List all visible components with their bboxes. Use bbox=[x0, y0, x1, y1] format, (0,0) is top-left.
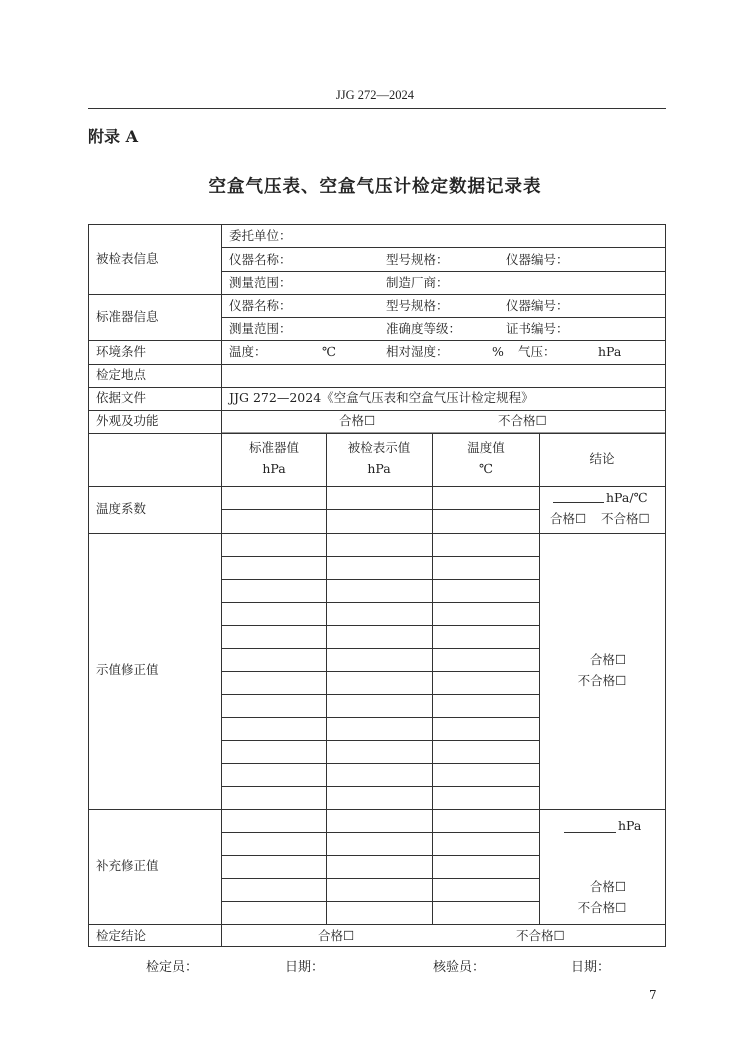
temp-coef-fail: 不合格☐ bbox=[601, 511, 650, 526]
footer-date1: 日期： bbox=[285, 960, 325, 975]
tested-model-label: 型号规格： bbox=[386, 252, 449, 267]
env-humidity-unit: % bbox=[492, 344, 504, 359]
temp-coef-unit: hPa/℃ bbox=[606, 490, 648, 505]
temp-coef-label: 温度系数 bbox=[96, 501, 147, 516]
tested-number-label: 仪器编号： bbox=[506, 252, 569, 267]
indication-label: 示值修正值 bbox=[96, 662, 159, 677]
standard-model-label: 型号规格： bbox=[386, 298, 449, 313]
env-humidity-label: 相对湿度： bbox=[386, 344, 449, 359]
supplement-label: 补充修正值 bbox=[96, 858, 159, 873]
standard-info-label: 标准器信息 bbox=[96, 309, 159, 324]
basis-label: 依据文件 bbox=[96, 390, 147, 405]
env-temp-label: 温度： bbox=[229, 344, 267, 359]
tested-info-label: 被检表信息 bbox=[96, 251, 159, 266]
page-number: 7 bbox=[649, 988, 657, 1002]
appearance-fail: 不合格☐ bbox=[498, 413, 547, 428]
tested-name-label: 仪器名称： bbox=[229, 252, 292, 267]
appearance-label: 外观及功能 bbox=[96, 413, 159, 428]
footer-checker: 核验员： bbox=[433, 960, 486, 975]
table-grid bbox=[88, 224, 666, 947]
page-title: 空盒气压表、空盒气压计检定数据记录表 bbox=[208, 177, 542, 197]
client-label: 委托单位： bbox=[229, 228, 292, 243]
col-conclusion-header: 结论 bbox=[589, 451, 615, 466]
col-temp-header: 温度值 bbox=[467, 440, 505, 455]
env-pressure-unit: hPa bbox=[598, 344, 622, 359]
env-temp-unit: ℃ bbox=[322, 344, 336, 359]
record-table bbox=[88, 224, 666, 947]
indication-pass: 合格☐ bbox=[589, 652, 627, 667]
appendix-label: 附录 A bbox=[88, 127, 138, 146]
appearance-pass: 合格☐ bbox=[339, 413, 376, 428]
environment-label: 环境条件 bbox=[96, 344, 147, 359]
col-temp-unit: ℃ bbox=[479, 461, 493, 476]
supplement-unit: hPa bbox=[618, 818, 642, 833]
location-label: 检定地点 bbox=[96, 367, 147, 382]
standard-range-label: 测量范围： bbox=[229, 321, 292, 336]
header-rule bbox=[88, 108, 666, 109]
col-std-unit: hPa bbox=[262, 461, 286, 476]
standard-cert-label: 证书编号： bbox=[506, 321, 569, 336]
basis-value: JJG 272—2024《空盒气压表和空盒气压计检定规程》 bbox=[229, 390, 534, 405]
indication-fail: 不合格☐ bbox=[577, 673, 627, 688]
col-tested-unit: hPa bbox=[367, 461, 391, 476]
header-code: JJG 272—2024 bbox=[335, 88, 415, 102]
conclusion-label: 检定结论 bbox=[96, 928, 147, 943]
standard-number-label: 仪器编号： bbox=[506, 298, 569, 313]
supplement-fail: 不合格☐ bbox=[577, 900, 627, 915]
standard-name-label: 仪器名称： bbox=[229, 298, 292, 313]
conclusion-pass: 合格☐ bbox=[318, 928, 355, 943]
tested-maker-label: 制造厂商： bbox=[386, 275, 449, 290]
supplement-pass: 合格☐ bbox=[589, 879, 627, 894]
env-pressure-label: 气压： bbox=[518, 344, 556, 359]
footer-date2: 日期： bbox=[571, 960, 611, 975]
temp-coef-pass: 合格☐ bbox=[550, 511, 587, 526]
col-std-header: 标准器值 bbox=[248, 440, 300, 455]
standard-accuracy-label: 准确度等级： bbox=[386, 321, 462, 336]
conclusion-fail: 不合格☐ bbox=[516, 928, 565, 943]
col-tested-header: 被检表示值 bbox=[347, 440, 411, 455]
tested-range-label: 测量范围： bbox=[229, 275, 292, 290]
footer-verifier: 检定员： bbox=[146, 960, 199, 975]
